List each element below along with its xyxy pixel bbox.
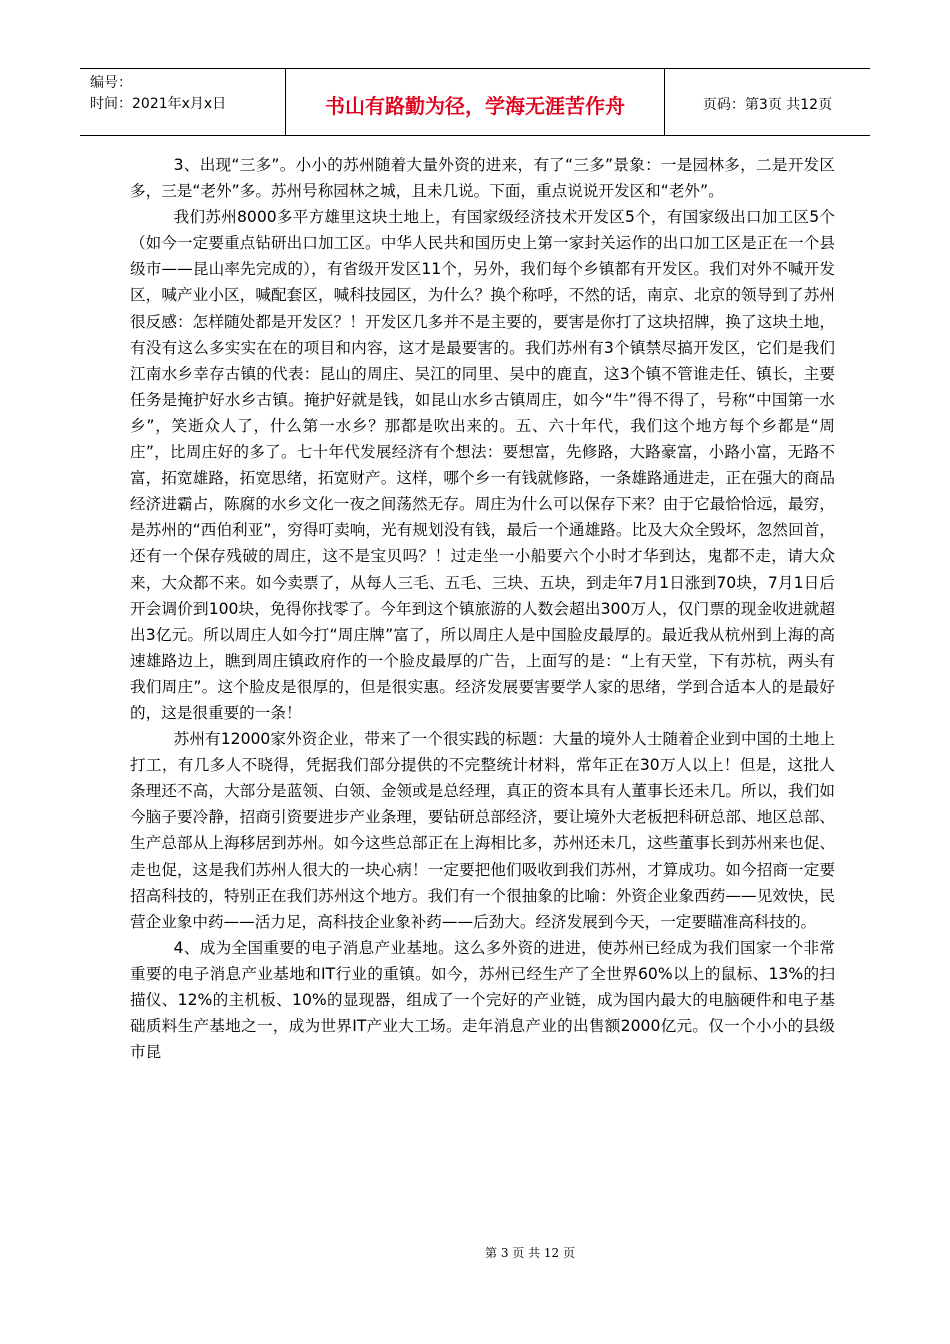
- header-page-indicator: 页码：第3页 共12页: [702, 97, 833, 113]
- page-footer: 第 3 页 共 12 页: [485, 1246, 575, 1260]
- paragraph-4: 4、成为全国重要的电子消息产业基地。这么多外资的进进，使苏州已经成为我们国家一个非常重要的电子消息产业基地和IT行业的重镇。如今，苏州已经生产了全世界60%以上的鼠标、13%的扫描仪、12%的主机板、10%的显现器，组成了一个完好的产业链，成为国内最大的电脑硬件和电子基础质料生产基地之一，成为世界IT产业大工场。走年消息产业的出售额2000亿元。仅一个小小的县级市昆: [130, 938, 835, 1062]
- document-body: [130, 152, 835, 1065]
- header-meta: [80, 69, 285, 135]
- doc-number-label: 编号：: [90, 75, 132, 91]
- paragraph-2: 我们苏州8000多平方雄里这块土地上，有国家级经济技术开发区5个，有国家级出口加工区5个（如今一定要重点钻研出口加工区。中华人民共和国历史上第一家封关运作的出口加工区是正在一个县级市——昆山率先完成的），有省级开发区11个，另外，我们每个乡镇都有开发区。我们对外不喊开发区，喊产业小区，喊配套区，喊科技园区，为什么？换个称呼，不然的话，南京、北京的领导到了苏州很反感：怎样随处都是开发区？！开发区几多并不是主要的，要害是你打了这块招牌，换了这块土地，有没有这么多实实在在的项目和内容，这才是最要害的。我们苏州有3个镇禁尽搞开发区，它们是我们江南水乡幸存古镇的代表：昆山的周庄、吴江的同里、吴中的鹿直，这3个镇不管谁走任、镇长，主要任务是掩护好水乡古镇。掩护好就是钱，如昆山水乡古镇周庄，如今“牛”得不得了，号称“中国第一水乡”，笑逝众人了，什么第一水乡？那都是吹出来的。五、六十年代，我们这个地方每个乡都是“周庄”，比周庄好的多了。七十年代发展经济有个想法：要想富，先修路，大路豪富，小路小富，无路不富，拓宽雄路，拓宽思绪，拓宽财产。这样，哪个乡一有钱就修路，一条雄路通进走，正在强大的商品经济进霸占，陈腐的水乡文化一夜之间荡然无存。周庄为什么可以保存下来？由于它最恰恰远，最穷，是苏州的“西伯利亚”，穷得叮卖响，光有规划没有钱，最后一个通雄路。比及大众全毁坏，忽然回首，还有一个保存残破的周庄，这不是宝贝吗？！过走坐一小船要六个小时才华到达，鬼都不走，请大众来，大众都不来。如今卖票了，从每人三毛、五毛、三块、五块，到走年7月1日涨到70块，7月1日后开会调价到100块，免得你找零了。今年到这个镇旅游的人数会超出300万人，仅门票的现金收进就超出3亿元。所以周庄人如今打“周庄牌”富了，所以周庄人是中国脸皮最厚的。最近我从杭州到上海的高速雄路边上，瞧到周庄镇政府作的一个脸皮最厚的广告，上面写的是：“上有天堂，下有苏杭，两头有我们周庄”。这个脸皮是很厚的，但是很实惠。经济发展要害要学人家的思绪，学到合适本人的是最好的，这是很重要的一条！: [130, 208, 835, 722]
- document-header: [80, 68, 870, 136]
- doc-time-label: 时间：2021年x月x日: [90, 96, 227, 112]
- header-motto: 书山有路勤为径，学海无涯苦作舟: [285, 69, 665, 135]
- paragraph-1: 3、出现“三多”。小小的苏州随着大量外资的进来，有了“三多”景象：一是园林多，二是开发区多，三是“老外”多。苏州号称园林之城，且未几说。下面，重点说说开发区和“老外”。: [130, 156, 835, 201]
- paragraph-3: 苏州有12000家外资企业，带来了一个很实践的标题：大量的境外人士随着企业到中国的土地上打工，有几多人不晓得，凭据我们部分提供的不完整统计材料，常年正在30万人以上！但是，这批人条理还不高，大部分是蓝领、白领、金领或是总经理，真正的资本具有人董事长还未几。所以，我们如今脑子要冷静，招商引资要进步产业条理，要钻研总部经济，要让境外大老板把科研总部、地区总部、生产总部从上海移居到苏州。如今这些总部正在上海相比多，苏州还未几，这些董事长到苏州来也促、走也促，这是我们苏州人很大的一块心病！一定要把他们吸收到我们苏州，才算成功。如今招商一定要招高科技的，特别正在我们苏州这个地方。我们有一个很抽象的比喻：外资企业象西药——见效快，民营企业象中药——活力足，高科技企业象补药——后劲大。经济发展到今天，一定要瞄准高科技的。: [130, 730, 835, 931]
